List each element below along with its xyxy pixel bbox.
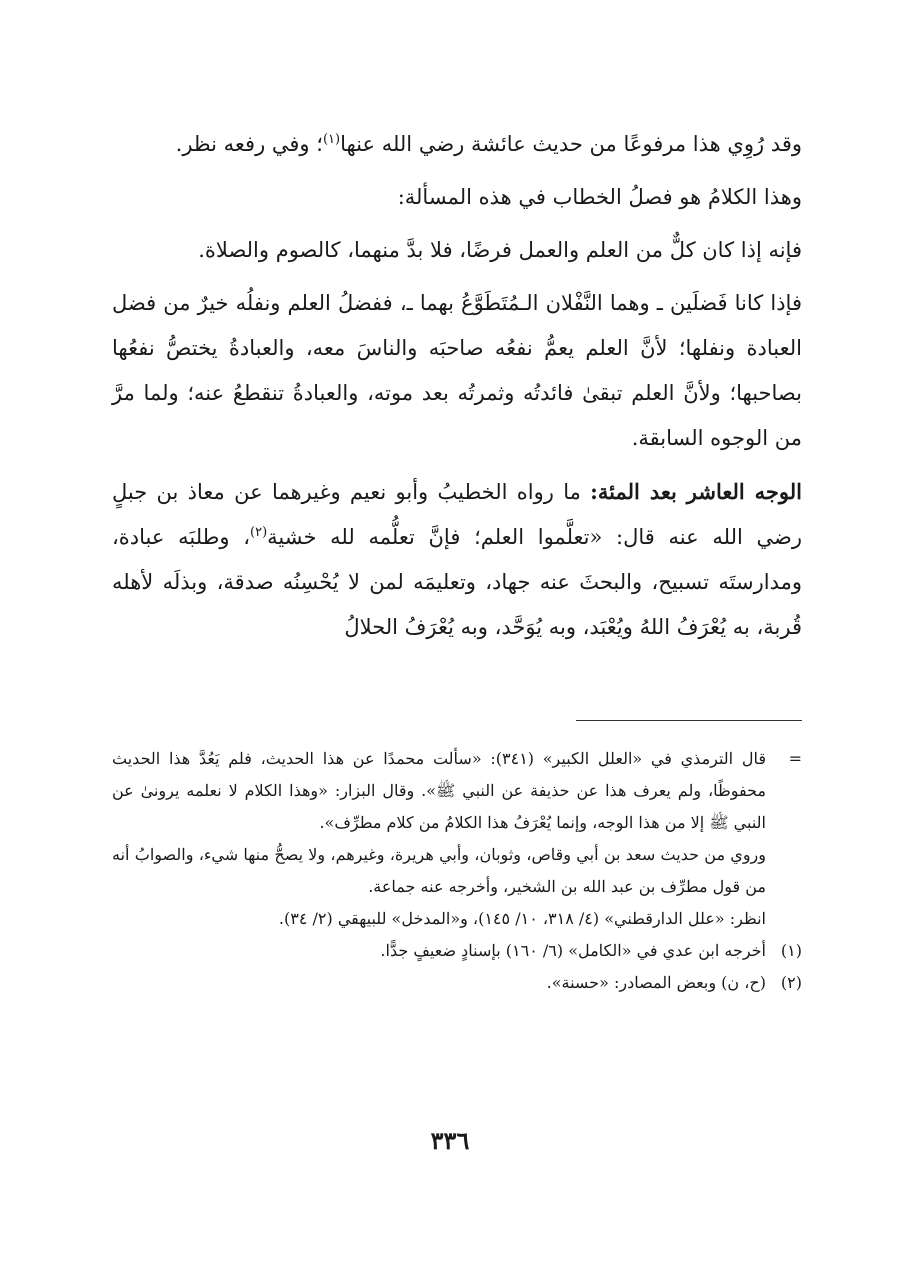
footnote-text: (ح، ن) وبعض المصادر: «حسنة». xyxy=(546,973,766,992)
continuation-mark: = xyxy=(788,749,802,768)
footnote-ref[interactable]: (١) xyxy=(322,132,341,147)
footnote-ref[interactable]: (٢) xyxy=(250,525,268,540)
main-text xyxy=(112,122,802,650)
footnote-text: انظر: «علل الدارقطني» (٤/ ٣١٨، ١٠/ ١٤٥)، و«المدخل» للبيهقي (٢/ ٣٤). xyxy=(278,909,766,928)
footnotes xyxy=(112,743,802,999)
paragraph: وهذا الكلامُ هو فصلُ الخطاب في هذه المسألة: xyxy=(397,185,802,209)
paragraph-text: ؛ وفي رفعه نظر. xyxy=(175,132,323,156)
footnote-1 xyxy=(112,935,802,967)
footnote-text: أخرجه ابن عدي في «الكامل» (٦/ ١٦٠) بإسنادٍ ضعيفٍ جدًّا. xyxy=(380,941,766,960)
paragraph xyxy=(112,122,802,167)
footnote-number: (١) xyxy=(780,941,802,960)
paragraph-text: وقد رُوِي هذا مرفوعًا من حديث عائشة رضي الله عنها xyxy=(340,132,802,156)
paragraph-text: ، وطلبَه عبادة، ومدارستَه تسبيح، والبحثَ عنه جهاد، وتعليمَه لمن لا يُحْسِنُه صدقة، وبذلَه لأهله قُربة، به يُعْرَفُ اللهُ ويُعْبَد، وبه يُوَحَّد، وبه يُعْرَفُ الحلالُ xyxy=(112,525,802,639)
footnote-number: (٢) xyxy=(780,973,802,992)
footnote-continuation xyxy=(112,743,802,935)
page-number: ٣٣٦ xyxy=(430,1126,470,1155)
paragraph: فإذا كانا فَضلَين ـ وهما النَّفْلان الـمُتَطَوَّعُ بهما ـ، ففضلُ العلم ونفلُه خيرٌ من فضل العبادة ونفلها؛ لأنَّ العلم يعمُّ نفعُه صاحبَه والناسَ معه، والعبادةُ يختصُّ نفعُها بصاحبها؛ ولأنَّ العلم تبقىٰ فائدتُه وثمرتُه بعد موته، والعبادةُ تنقطعُ عنه؛ ولما مرَّ من الوجوه السابقة. xyxy=(112,291,802,450)
footnote-text: وروي من حديث سعد بن أبي وقاص، وثوبان، وأبي هريرة، وغيرهم، ولا يصحُّ منها شيء، والصوابُ أنه من قول مطرِّف بن عبد الله بن الشخير، وأخرجه عنه جماعة. xyxy=(112,845,766,896)
paragraph xyxy=(112,469,802,650)
footnote-divider xyxy=(576,720,802,721)
section-heading: الوجه العاشر بعد المئة: xyxy=(590,479,802,504)
paragraph: فإنه إذا كان كلٌّ من العلم والعمل فرضًا، فلا بدَّ منهما، كالصوم والصلاة. xyxy=(198,238,802,262)
paragraph-text: ما رواه الخطيبُ وأبو نعيم وغيرهما عن معاذ بن جبلٍ رضي الله عنه قال: «تعلَّموا العلم؛ فإنَّ تعلُّمه لله خشية xyxy=(112,480,802,549)
footnote-2 xyxy=(112,967,802,999)
footnote-text: قال الترمذي في «العلل الكبير» (٣٤١): «سألت محمدًا عن هذا الحديث، فلم يَعُدَّ هذا الحديث محفوظًا، ولم يعرف هذا عن حذيفة عن النبي ﷺ». وقال البزار: «وهذا الكلام لا نعلمه يرونىٰ عن النبي ﷺ إلا من هذا الوجه، وإنما يُعْرَفُ هذا الكلامُ من كلام مطرِّف». xyxy=(112,749,767,832)
